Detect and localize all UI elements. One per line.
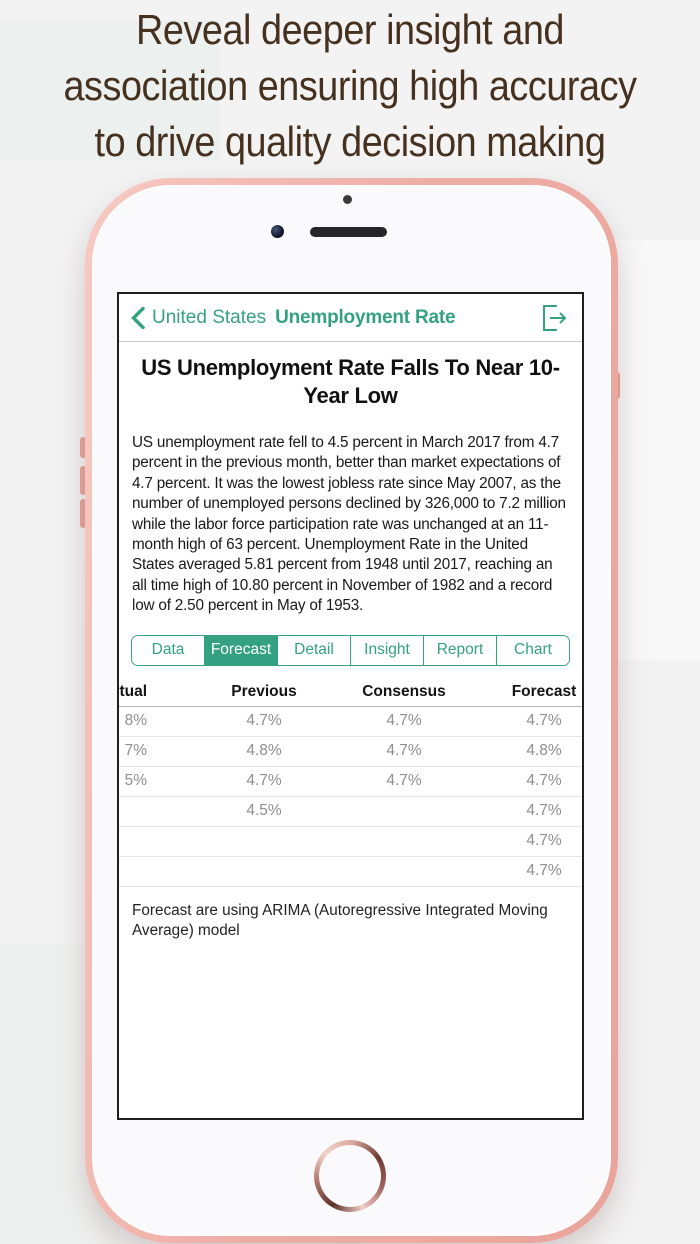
article [119, 354, 582, 617]
cell: 4.7% [246, 712, 282, 730]
sensor-dot-icon [343, 195, 352, 204]
tab-chart[interactable]: Chart [496, 636, 569, 665]
cell: 4.5% [246, 802, 282, 820]
cell: 4.8% [246, 742, 282, 760]
table-row [119, 707, 582, 737]
cell: 4.7% [526, 832, 562, 850]
table-header-row [119, 679, 582, 707]
header-actual-clipped: tual [119, 683, 147, 701]
article-body: US unemployment rate fell to 4.5 percent in March 2017 from 4.7 percent in the previous month, better than market expectations of 4.7 percent. It was the lowest jobless rate since May 2007, as the number of unemployed persons declined by 326,000 to 7.2 million while the labor force participation rate was unchanged at an 11-month high of 63 percent. Unemployment Rate in the United States averaged 5.81 percent from 1948 until 2017, reaching an all time high of 10.80 percent in November of 1982 and a record low of 2.50 percent in May of 1953. [132, 434, 566, 615]
cell: 4.7% [526, 862, 562, 880]
chevron-left-icon [131, 307, 145, 329]
earpiece-speaker-icon [310, 227, 387, 237]
tab-report[interactable]: Report [423, 636, 496, 665]
cell: 7% [124, 742, 147, 760]
headline-line-2: association ensuring high accuracy [63, 62, 637, 109]
forecast-model-note: Forecast are using ARIMA (Autoregressive Integrated Moving Average) model [132, 901, 548, 940]
cell: 4.7% [526, 802, 562, 820]
cell: 4.7% [526, 712, 562, 730]
home-button-inner [319, 1145, 381, 1207]
marketing-headline [0, 0, 700, 170]
front-camera-icon [271, 225, 284, 238]
cell: 8% [124, 712, 147, 730]
header-consensus: Consensus [362, 683, 446, 701]
cell: 4.7% [246, 772, 282, 790]
back-button[interactable] [131, 307, 266, 329]
tab-detail[interactable]: Detail [277, 636, 350, 665]
tab-forecast[interactable]: Forecast [204, 636, 277, 665]
table-row [119, 797, 582, 827]
table-row [119, 827, 582, 857]
table-row [119, 857, 582, 887]
cell: 4.7% [386, 742, 422, 760]
table-row [119, 767, 582, 797]
forecast-table [119, 679, 582, 887]
headline-line-3: to drive quality decision making [94, 118, 606, 165]
cell: 5% [124, 772, 147, 790]
headline-line-1: Reveal deeper insight and [136, 6, 564, 53]
export-arrow-icon [537, 303, 569, 333]
table-row [119, 737, 582, 767]
tab-data[interactable]: Data [132, 636, 204, 665]
header-previous: Previous [231, 683, 297, 701]
cell: 4.7% [386, 712, 422, 730]
app-screen [117, 292, 584, 1120]
article-title: US Unemployment Rate Falls To Near 10-Year Low [141, 355, 560, 408]
cell: 4.8% [526, 742, 562, 760]
tab-insight[interactable]: Insight [350, 636, 423, 665]
cell: 4.7% [526, 772, 562, 790]
back-button-label: United States [152, 306, 267, 328]
home-button [314, 1140, 386, 1212]
navigation-bar [119, 294, 582, 342]
tab-bar [131, 635, 570, 666]
page-title: Unemployment Rate [275, 306, 456, 328]
cell: 4.7% [386, 772, 422, 790]
export-button[interactable] [536, 302, 570, 334]
header-forecast: Forecast [511, 683, 577, 701]
